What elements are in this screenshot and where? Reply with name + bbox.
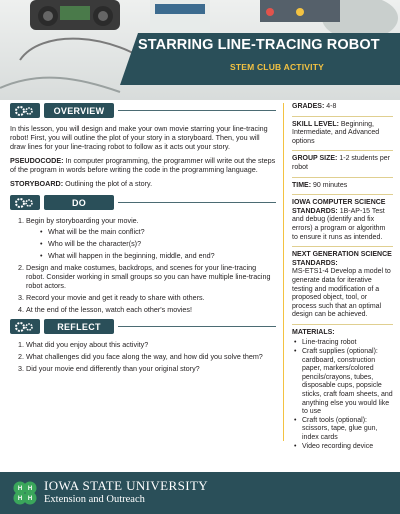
list-item: • Line-tracing robot [302, 339, 393, 348]
do-heading: DO [44, 195, 114, 210]
group-size-info [292, 155, 393, 177]
grades-value: 4-8 [326, 103, 337, 110]
storyboard-text: Outlining the plot of a story. [65, 179, 153, 188]
list-item: 4. At the end of the lesson, watch each other's movies! [26, 305, 276, 314]
list-item [26, 216, 276, 260]
time-value: 90 minutes [313, 181, 348, 189]
reflect-heading: REFLECT [44, 319, 114, 334]
list-item: • Craft tools (optional): scissors, tape, glue gun, index cards [302, 417, 393, 443]
step-text: Begin by storyboarding your movie. [26, 216, 139, 225]
list-item: 3. Record your movie and get it ready to share with others. [26, 293, 276, 302]
grades-info [292, 103, 393, 117]
skill-info [292, 121, 393, 152]
4h-clover-logo [10, 478, 40, 508]
gears-icon [10, 319, 40, 334]
reflect-questions [10, 340, 276, 373]
list-item: 2. Design and make costumes, backdrops, and scenes for your line-tracing robot. Consider working in small groups so you can have multiple line-tracing robot actors. [26, 263, 276, 290]
pseudocode-term: PSEUDOCODE: [10, 156, 64, 165]
divider [118, 326, 276, 327]
iowa-standards-info [292, 199, 393, 247]
footer [0, 472, 400, 514]
ngss-info [292, 251, 393, 325]
time-label: TIME: [292, 181, 312, 189]
materials-info [292, 329, 393, 455]
grades-label: GRADES: [292, 103, 325, 110]
iowa-standards-value: 1B-AP-15 Test and debug (identify and fix errors) a program or algorithm to ensure it runs as intended. [292, 207, 386, 241]
main-content [10, 103, 276, 378]
svg-text:H: H [27, 486, 33, 492]
page-subtitle: STEM CLUB ACTIVITY [230, 62, 324, 72]
page-title: STARRING LINE-TRACING ROBOT [138, 37, 380, 53]
hero-photo [0, 0, 400, 100]
list-item: 3. Did your movie end differently than your original story? [26, 364, 276, 373]
sub-list-item: • What will happen in the beginning, middle, and end? [48, 251, 276, 260]
group-size-label: GROUP SIZE: [292, 155, 338, 163]
pseudocode-text: In computer programming, the programmer will write out the steps of the program in words before writing the code in the programming language. [10, 156, 276, 174]
extension-name: Extension and Outreach [44, 494, 145, 505]
list-item: 2. What challenges did you face along the way, and how did you solve them? [26, 352, 276, 361]
sub-list-item: • What will be the main conflict? [48, 227, 276, 236]
materials-label: MATERIALS: [292, 328, 335, 336]
materials-list [292, 339, 393, 451]
pseudocode-definition [10, 156, 276, 174]
reflect-header [10, 319, 276, 334]
list-item: • Craft supplies (optional): cardboard, construction paper, markers/colored pencils/crayons, tubes, disposable cups, popsicle sticks, craft foam sheets, and anything else you would like to use [302, 348, 393, 417]
divider [118, 110, 276, 111]
ngss-label: NEXT GENERATION SCIENCE STANDARDS: [292, 251, 392, 267]
ngss-value: MS-ETS1-4 Develop a model to generate data for iterative testing and modification of a proposed object, tool, or process such that an optimal design can be achieved. [292, 268, 391, 319]
overview-text: In this lesson, you will design and make your own movie starring your line-tracing robot! First, you will outline the plot of your story in a storyboard. Then, you will draw lines for your line-tracing robot to follow as it acts out your story. [10, 124, 268, 151]
storyboard-definition [10, 179, 276, 188]
sub-list-item: • Who will be the character(s)? [48, 239, 276, 248]
svg-text:H: H [17, 486, 23, 492]
do-header [10, 195, 276, 210]
list-item: 1. What did you enjoy about this activity? [26, 340, 276, 349]
overview-header [10, 103, 276, 118]
divider [118, 202, 276, 203]
info-sidebar [283, 103, 393, 450]
svg-text:H: H [27, 496, 33, 502]
skill-label: SKILL LEVEL: [292, 120, 339, 128]
group-size-value: 1-2 students per robot [292, 155, 390, 171]
storyboard-term: STORYBOARD: [10, 179, 64, 188]
overview-heading: OVERVIEW [44, 103, 114, 118]
time-info [292, 182, 393, 196]
list-item: • Video recording device [302, 443, 393, 452]
skill-value: Beginning, Intermediate, and Advanced options [292, 120, 380, 145]
sub-list [26, 227, 276, 260]
gears-icon [10, 195, 40, 210]
do-steps [10, 216, 276, 314]
svg-text:H: H [17, 496, 23, 502]
university-name: IOWA STATE UNIVERSITY [44, 478, 209, 493]
gears-icon [10, 103, 40, 118]
iowa-standards-label: IOWA COMPUTER SCIENCE STANDARDS: [292, 199, 386, 215]
